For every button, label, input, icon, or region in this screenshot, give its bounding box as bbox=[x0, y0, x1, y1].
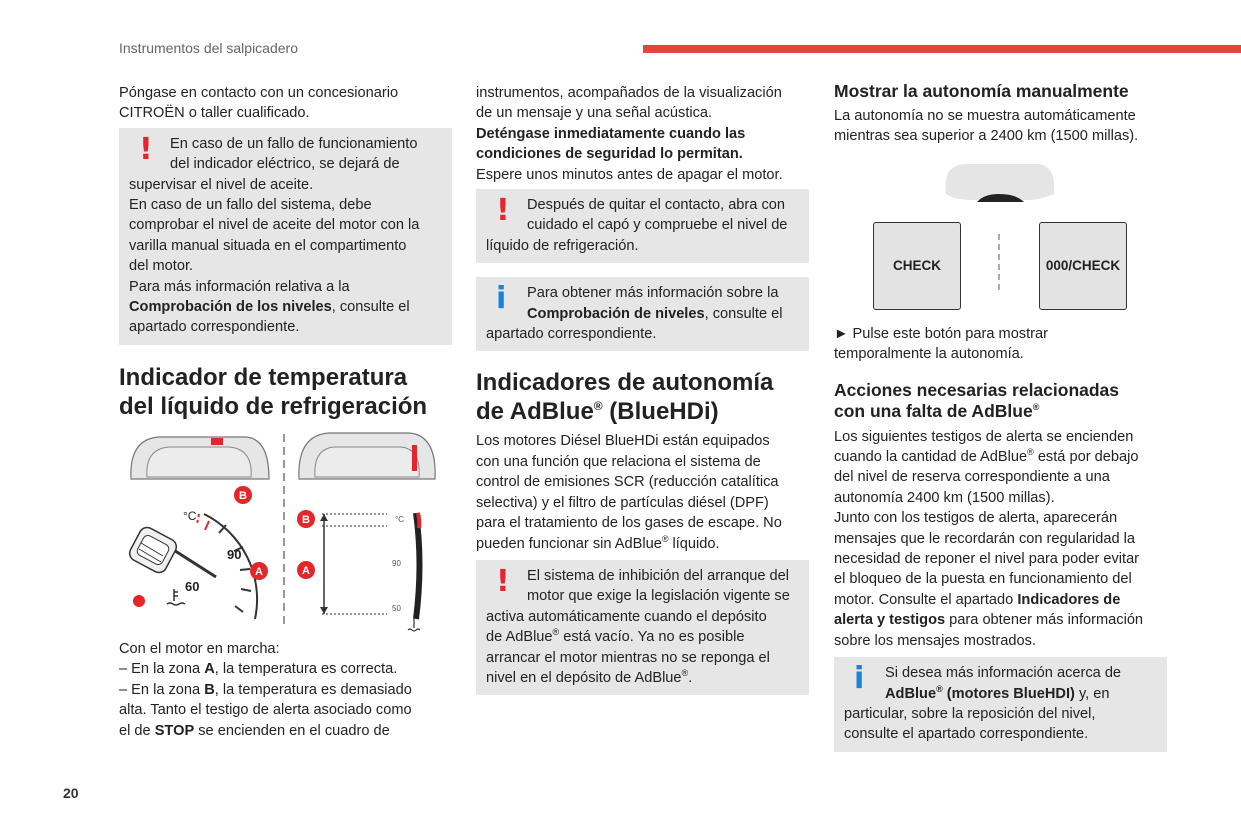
bar-coolant-icon bbox=[408, 619, 420, 631]
warning-exclamation-icon: ! bbox=[496, 563, 510, 599]
manual-range-text: La autonomía no se muestra automáticamente mientras sea superior a 2400 km (1500 millas). bbox=[834, 108, 1139, 145]
column-3 bbox=[834, 81, 1167, 752]
button-divider bbox=[998, 234, 1000, 290]
zone-a-label-right: A bbox=[302, 564, 310, 577]
coolant-gauge-figure bbox=[119, 429, 452, 634]
dial-arc bbox=[204, 514, 257, 619]
zone-b-label-right: B bbox=[302, 513, 310, 526]
dial-tick-red-2 bbox=[205, 521, 209, 530]
levels-info-box: i Para obtener más información sobre la Comprobación de niveles, consulte el apartado correspondiente. bbox=[476, 277, 809, 351]
bar-gauge-red-zone bbox=[418, 513, 419, 528]
coolant-section-title: Indicador de temperatura del líquido de refrigeración bbox=[119, 363, 428, 420]
adblue-actions-text: Los siguientes testigos de alerta se encienden cuando la cantidad de AdBlue® está por debajo del nivel de reserva correspondiente a una autonomía 2400 km (1500 millas). Junto con los testigos de alerta, aparecerán mensajes que le recordarán con regularidad la necesidad de reponer el nivel para poder evitar el bloqueo de la puesta en funcionamiento del motor. Consulte el apartado Indicadores de alerta y testigos para obtener más información sobre los mensajes mostrados. bbox=[834, 428, 1144, 649]
bar-label-90: 90 bbox=[392, 558, 401, 568]
cluster-left-indicator bbox=[211, 438, 223, 445]
press-instruction: ► Pulse este botón para mostrar temporalmente la autonomía. bbox=[834, 325, 1048, 363]
odometer-check-button[interactable]: 000/CHECK bbox=[1039, 222, 1127, 310]
coolant-body-text: Con el motor en marcha: – En la zona A, la temperatura es correcta. – En la zona B, la temperatura es demasiado alta. Tanto el testigo de alerta asociado como el de STOP se encienden en el cuadro de bbox=[119, 640, 412, 739]
adblue-section-title: Indicadores de autonomía de AdBlue® (BlueHDi) bbox=[476, 369, 774, 426]
dial-label-90: 90 bbox=[227, 546, 242, 562]
column-1 bbox=[119, 83, 452, 741]
adblue-info-box: i Si desea más información acerca de AdBlue® (motores BlueHDI) y, en particular, sobre la reposición del nivel, consulte el apartado correspondiente. bbox=[834, 657, 1167, 752]
warning-exclamation-icon: ! bbox=[139, 131, 153, 167]
coolant-temperature-icon bbox=[167, 589, 185, 605]
check-button[interactable]: CHECK bbox=[873, 222, 961, 310]
adblue-warning-box: ! El sistema de inhibición del arranque del motor que exige la legislación vigente se activa automáticamente cuando el depósito de AdBlue® está vacío. Ya no es posible arrancar el motor mientras no se reponga el nivel en el depósito de AdBlue®. bbox=[476, 560, 809, 695]
cluster-left-inner bbox=[147, 447, 251, 477]
zone-b-label: B bbox=[239, 489, 247, 502]
dial-needle bbox=[169, 547, 216, 577]
bar-label-50: 50 bbox=[392, 603, 401, 613]
check-button-figure bbox=[834, 156, 1167, 331]
magnifier bbox=[127, 525, 179, 576]
dial-tick bbox=[235, 606, 243, 612]
coolant-warning-box: ! Después de quitar el contacto, abra con cuidado el capó y compruebe el nivel de líquido de refrigeración. bbox=[476, 189, 809, 263]
col2-intro: instrumentos, acompañados de la visualización de un mensaje y una señal acústica. Deténgase inmediatamente cuando las condiciones de seguridad lo permitan. Espere unos minutos antes de apagar el motor. bbox=[476, 85, 783, 183]
zone-a-label: A bbox=[255, 565, 263, 578]
col1-intro: Póngase en contacto con un concesionario CITROËN o taller cualificado. bbox=[119, 85, 399, 122]
dial-tick bbox=[240, 569, 250, 570]
dial-tick bbox=[241, 589, 251, 591]
oil-warning-box: ! En caso de un fallo de funcionamiento del indicador eléctrico, se dejará de supervisar el nivel de aceite. En caso de un fallo del sistema, debe comprobar el nivel de aceite del motor con la varilla manual situada en el compartimento del motor. Para más información relativa a la Comprobación de los niveles, consulte el apartado correspondiente. bbox=[119, 128, 452, 345]
adblue-actions-heading: Acciones necesarias relacionadas con una falta de AdBlue® bbox=[834, 379, 1120, 421]
warning-exclamation-icon: ! bbox=[496, 193, 510, 229]
adblue-body-text: Los motores Diésel BlueHDi están equipados con una función que relaciona el sistema de control de emisiones SCR (reducción catalítica selectiva) y el filtro de partículas diésel (DPF) para el tratamiento de los gases de escape. No pueden funcionar sin AdBlue® líquido. bbox=[476, 433, 782, 552]
cluster-right-indicator bbox=[412, 445, 417, 471]
bar-label-celsius: °C bbox=[395, 514, 404, 524]
dashboard-sketch bbox=[834, 156, 1167, 216]
dial-tick-red bbox=[197, 514, 199, 524]
section-header: Instrumentos del salpicadero bbox=[119, 40, 298, 56]
warning-lamp-icon bbox=[133, 595, 145, 607]
info-icon: i bbox=[496, 281, 507, 317]
header-accent-bar bbox=[643, 45, 1241, 53]
column-2 bbox=[476, 83, 809, 695]
page-number: 20 bbox=[63, 785, 79, 801]
info-icon: i bbox=[854, 661, 865, 697]
manual-range-heading: Mostrar la autonomía manualmente bbox=[834, 81, 1129, 101]
bar-gauge-track bbox=[416, 513, 420, 619]
dial-celsius-label: °C bbox=[183, 508, 197, 523]
dial-label-60: 60 bbox=[185, 578, 200, 594]
cluster-right-inner bbox=[315, 447, 419, 477]
